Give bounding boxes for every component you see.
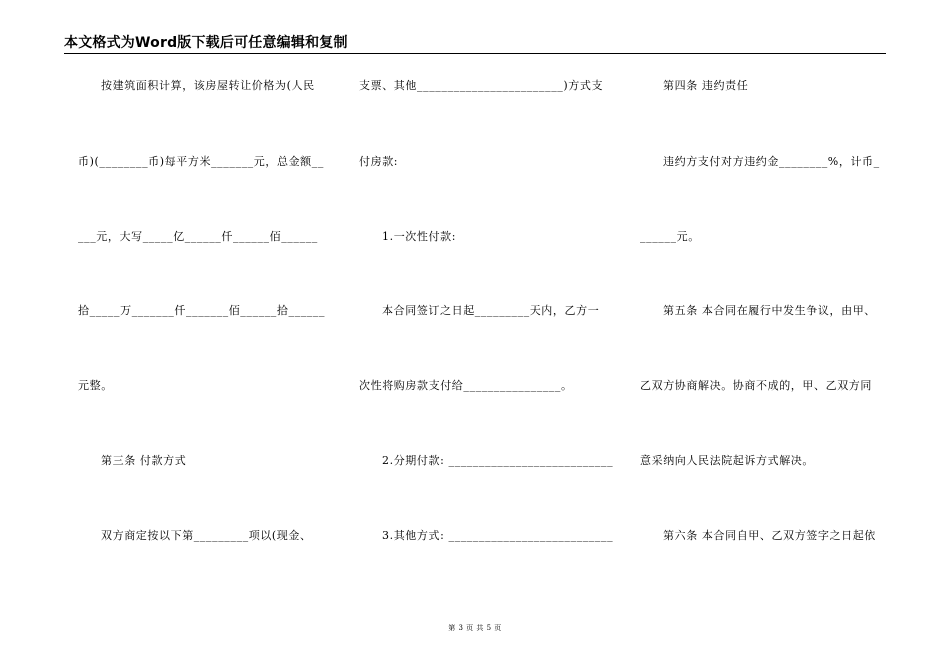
- text-line: 双方商定按以下第_________项以(现金、: [101, 529, 312, 542]
- text-line: 按建筑面积计算，该房屋转让价格为(人民: [101, 79, 315, 92]
- header-divider: [64, 53, 886, 54]
- text-line: 1.一次性付款:: [382, 230, 457, 243]
- text-line: ______元。: [640, 230, 700, 243]
- text-line: ___元，大写_____亿______仟______佰______: [78, 230, 318, 243]
- text-line: 元整。: [78, 379, 113, 392]
- text-line: 意采纳向人民法院起诉方式解决。: [640, 454, 814, 467]
- text-line: 次性将购房款支付给________________。: [359, 379, 573, 392]
- section-heading: 第三条 付款方式: [101, 454, 187, 467]
- text-line: 拾_____万_______仟_______佰______拾______: [78, 304, 326, 317]
- text-line: 第五条 本合同在履行中发生争议，由甲、: [663, 304, 876, 317]
- text-line: 币)(________币)每平方米_______元，总金额__: [78, 155, 324, 168]
- text-line: 本合同签订之日起_________天内，乙方一: [382, 304, 600, 317]
- text-line: 违约方支付对方违约金________%，计币_: [663, 155, 880, 168]
- text-line: 第六条 本合同自甲、乙双方签字之日起依: [663, 529, 876, 542]
- page-number-footer: 第 3 页 共 5 页: [448, 624, 502, 632]
- section-heading: 第四条 违约责任: [663, 79, 749, 92]
- text-line: 3.其他方式: ___________________________: [382, 529, 614, 542]
- text-line: 乙双方协商解决。协商不成的，甲、乙双方同: [640, 379, 872, 392]
- text-line: 支票、其他________________________)方式支: [359, 79, 604, 92]
- document-header-title: 本文格式为Word版下载后可任意编辑和复制: [64, 35, 348, 51]
- text-line: 2.分期付款: ___________________________: [382, 454, 614, 467]
- text-line: 付房款:: [359, 155, 399, 168]
